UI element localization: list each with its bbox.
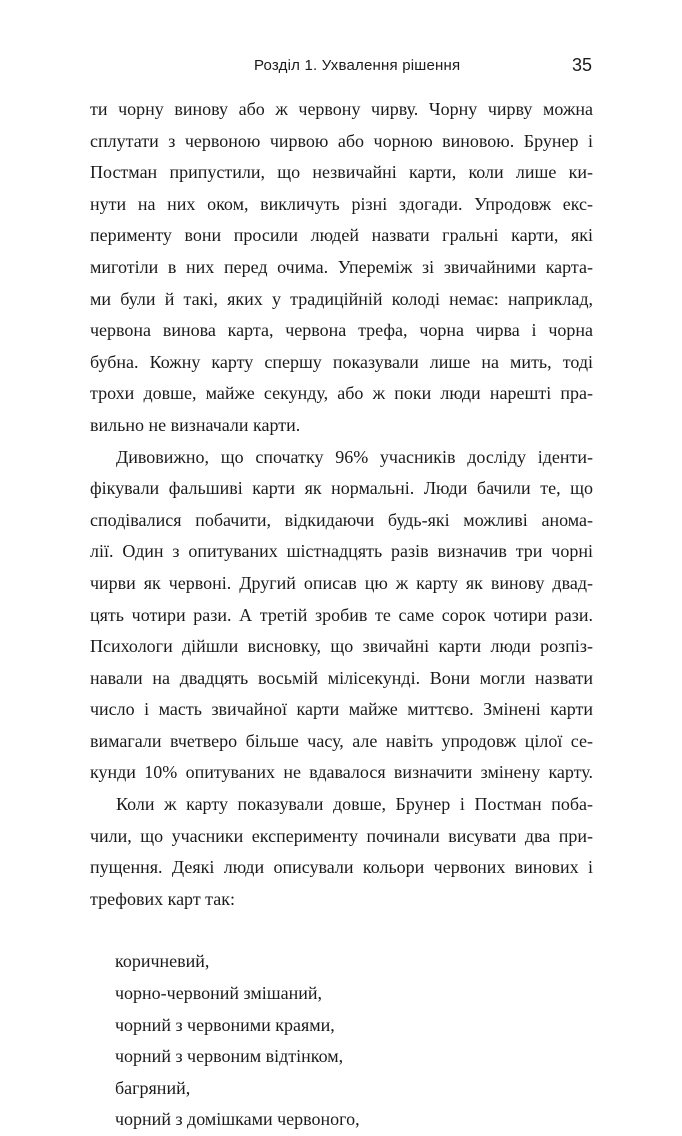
running-head [90, 55, 592, 79]
list-item: чорний з червоним відтінком, [115, 1046, 344, 1067]
text-line: Психологи дійшли висновку, що звичайні карти люди розпіз- [90, 636, 593, 657]
text-line: сплутати з червоною чирвою або чорною виновою. Брунер і [90, 130, 593, 151]
list-item: чорний з домішками червоного, [115, 1109, 360, 1130]
body-text [90, 94, 593, 1136]
text-line: число і масть звичайної карти майже миттєво. Змінені карти [90, 699, 593, 720]
text-line: червона винова карта, червона трефа, чорна чирва і чорна [90, 320, 593, 341]
text-line: чили, що учасники експерименту починали висувати два при- [90, 825, 593, 846]
text-line: Постман припустили, що незвичайні карти, коли лише ки- [90, 162, 593, 183]
text-line: навали на двадцять восьмій мілісекунді. Вони могли назвати [90, 667, 593, 688]
paragraph-3 [90, 789, 593, 915]
text-line: кунди 10% опитуваних не вдавалося визначити змінену карту. [90, 762, 593, 783]
page-number: 35 [571, 55, 592, 75]
list-item: багряний, [115, 1077, 191, 1098]
text-line: нути на них оком, викличуть різні здогади. Упродовж екс- [90, 193, 593, 214]
color-description-list [90, 946, 593, 1136]
text-line: сподівалися побачити, відкидаючи будь-які можливі анома- [90, 509, 593, 530]
text-line: Дивовижно, що спочатку 96% учасників досліду іденти- [116, 446, 593, 467]
text-line: фікували фальшиві карти як нормальні. Люди бачили те, що [90, 478, 593, 499]
text-line: лії. Один з опитуваних шістнадцять разів визначив три чорні [90, 541, 593, 562]
list-item: чорно-червоний змішаний, [115, 983, 322, 1004]
text-line: вимагали вчетверо більше часу, але навіть упродовж цілої се- [90, 730, 593, 751]
text-line: чирви як червоні. Другий описав цю ж карту як винову двад- [90, 572, 593, 593]
text-line: миготіли в них перед очима. Упереміж зі звичайними карта- [90, 256, 593, 277]
text-line: ми були й такі, яких у традиційній колоді немає: наприклад, [90, 288, 593, 309]
text-line: пущення. Деякі люди описували кольори червоних винових і [90, 857, 593, 878]
text-line: ти чорну винову або ж червону чирву. Чорну чирву можна [90, 99, 593, 119]
text-line: трефових карт так: [90, 888, 236, 909]
paragraph-1 [90, 94, 593, 442]
text-line: вильно не визначали карти. [90, 414, 301, 435]
text-line: бубна. Кожну карту спершу показували лише на мить, тоді [90, 351, 593, 372]
text-line: трохи довше, майже секунду, або ж поки люди нарешті пра- [90, 383, 593, 404]
list-item: коричневий, [115, 951, 210, 972]
paragraph-2 [90, 442, 593, 790]
text-line: перименту вони просили людей назвати гральні карти, які [90, 225, 593, 246]
text-line: Коли ж карту показували довше, Брунер і Постман поба- [116, 794, 593, 815]
text-line: цять чотири рази. А третій зробив те саме сорок чотири рази. [90, 604, 593, 625]
chapter-title: Розділ 1. Ухвалення рішення [254, 57, 461, 74]
list-item: чорний з червоними краями, [115, 1014, 335, 1035]
